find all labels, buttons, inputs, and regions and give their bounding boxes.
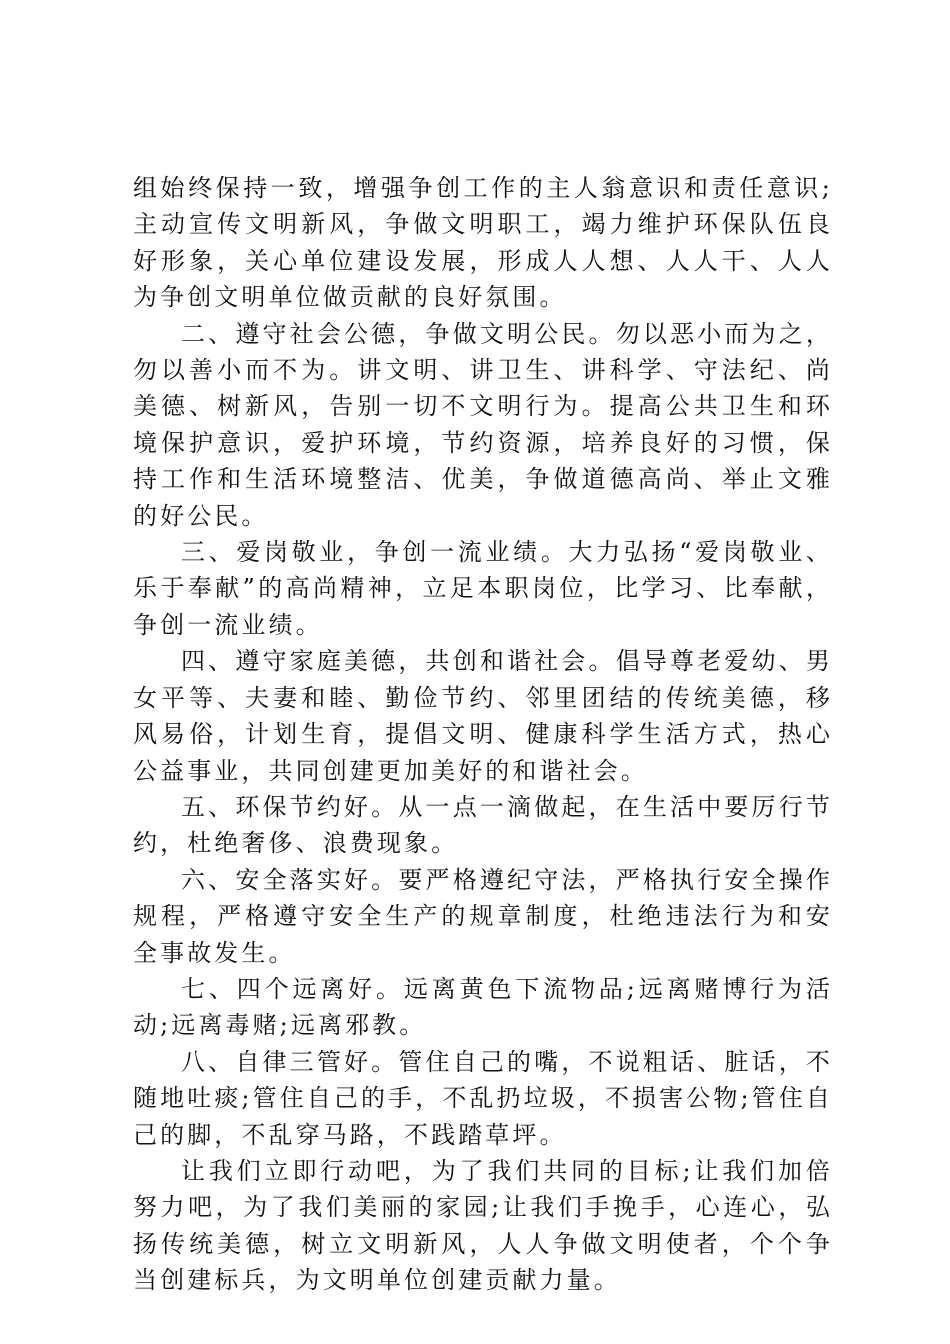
document-body bbox=[133, 170, 833, 1299]
paragraph-item-5: 五、环保节约好。从一点一滴做起，在生活中要厉行节约，杜绝奢侈、浪费现象。 bbox=[133, 792, 833, 858]
paragraph-item-8: 八、自律三管好。管住自己的嘴，不说粗话、脏话，不随地吐痰;管住自己的手，不乱扔垃圾，不损害公物;管住自己的脚，不乱穿马路，不践踏草坪。 bbox=[133, 1047, 833, 1149]
paragraph-item-3: 三、爱岗敬业，争创一流业绩。大力弘扬“爱岗敬业、乐于奉献”的高尚精神，立足本职岗位，比学习、比奉献，争创一流业绩。 bbox=[133, 538, 833, 639]
paragraph-item-2: 二、遵守社会公德，争做文明公民。勿以恶小而为之，勿以善小而不为。讲文明、讲卫生、讲科学、守法纪、尚美德、树新风，告别一切不文明行为。提高公共卫生和环境保护意识，爱护环境，节约资源，培养良好的习惯，保持工作和生活环境整洁、优美，争做道德高尚、举止文雅的好公民。 bbox=[133, 319, 833, 530]
paragraph-item-6: 六、安全落实好。要严格遵纪守法，严格执行安全操作规程，严格遵守安全生产的规章制度，杜绝违法行为和安全事故发生。 bbox=[133, 865, 833, 967]
paragraph-continued: 组始终保持一致，增强争创工作的主人翁意识和责任意识;主动宣传文明新风，争做文明职工，竭力维护环保队伍良好形象，关心单位建设发展，形成人人想、人人干、人人为争创文明单位做贡献的良好氛围。 bbox=[133, 174, 833, 312]
paragraph-closing: 让我们立即行动吧，为了我们共同的目标;让我们加倍努力吧，为了我们美丽的家园;让我们手挽手，心连心，弘扬传统美德，树立文明新风，人人争做文明使者，个个争当创建标兵，为文明单位创建贡献力量。 bbox=[133, 1156, 833, 1295]
paragraph-item-7: 七、四个远离好。远离黄色下流物品;远离赌博行为活动;远离毒赌;远离邪教。 bbox=[133, 974, 833, 1040]
paragraph-item-4: 四、遵守家庭美德，共创和谐社会。倡导尊老爱幼、男女平等、夫妻和睦、勤俭节约、邻里团结的传统美德，移风易俗，计划生育，提倡文明、健康科学生活方式，热心公益事业，共同创建更加美好的和谐社会。 bbox=[133, 647, 833, 785]
